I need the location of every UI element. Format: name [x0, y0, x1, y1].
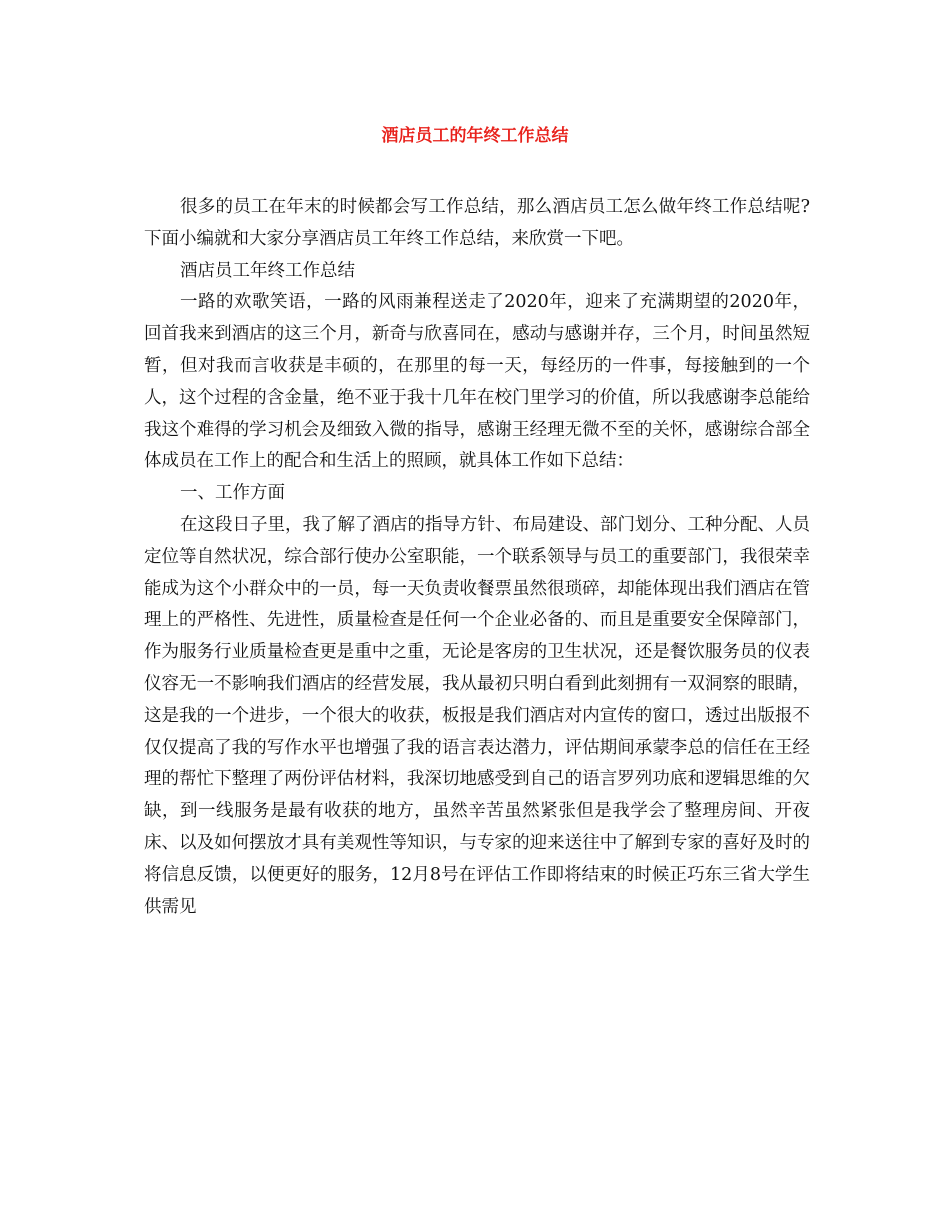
body-paragraph: 在这段日子里，我了解了酒店的指导方针、布局建设、部门划分、工种分配、人员定位等自然状况，综合部行使办公室职能，一个联系领导与员工的重要部门，我很荣幸能成为这个小群众中的一员，每一天负责收餐票虽然很琐碎，却能体现出我们酒店在管理上的严格性、先进性，质量检查是任何一个企业必备的、而且是重要安全保障部门，作为服务行业质量检查更是重中之重，无论是客房的卫生状况，还是餐饮服务员的仪表仪容无一不影响我们酒店的经营发展，我从最初只明白看到此刻拥有一双洞察的眼睛，这是我的一个进步，一个很大的收获，板报是我们酒店对内宣传的窗口，透过出版报不仅仅提高了我的写作水平也增强了我的语言表达潜力，评估期间承蒙李总的信任在王经理的帮忙下整理了两份评估材料，我深切地感受到自己的语言罗列功底和逻辑思维的欠缺，到一线服务是最有收获的地方，虽然辛苦虽然紧张但是我学会了整理房间、开夜床、以及如何摆放才具有美观性等知识，与专家的迎来送往中了解到专家的喜好及时的将信息反馈，以便更好的服务，12月8号在评估工作即将结束的时候正巧东三省大学生供需见 [144, 514, 810, 917]
document-body [144, 192, 810, 923]
section-heading: 酒店员工年终工作总结 [180, 260, 355, 281]
body-paragraph: 一路的欢歌笑语，一路的风雨兼程送走了2020年，迎来了充满期望的2020年，回首我来到酒店的这三个月，新奇与欣喜同在，感动与感谢并存，三个月，时间虽然短暂，但对我而言收获是丰硕的，在那里的每一天，每经历的一件事，每接触到的一个人，这个过程的含金量，绝不亚于我十几年在校门里学习的价值，所以我感谢李总能给我这个难得的学习机会及细致入微的指导，感谢王经理无微不至的关怀，感谢综合部全体成员在工作上的配合和生活上的照顾，就具体工作如下总结： [144, 292, 810, 472]
intro-paragraph: 很多的员工在年末的时候都会写工作总结，那么酒店员工怎么做年终工作总结呢?下面小编就和大家分享酒店员工年终工作总结，来欣赏一下吧。 [144, 197, 810, 249]
document-title: 酒店员工的年终工作总结 [381, 126, 569, 146]
section-heading: 一、工作方面 [180, 483, 285, 504]
